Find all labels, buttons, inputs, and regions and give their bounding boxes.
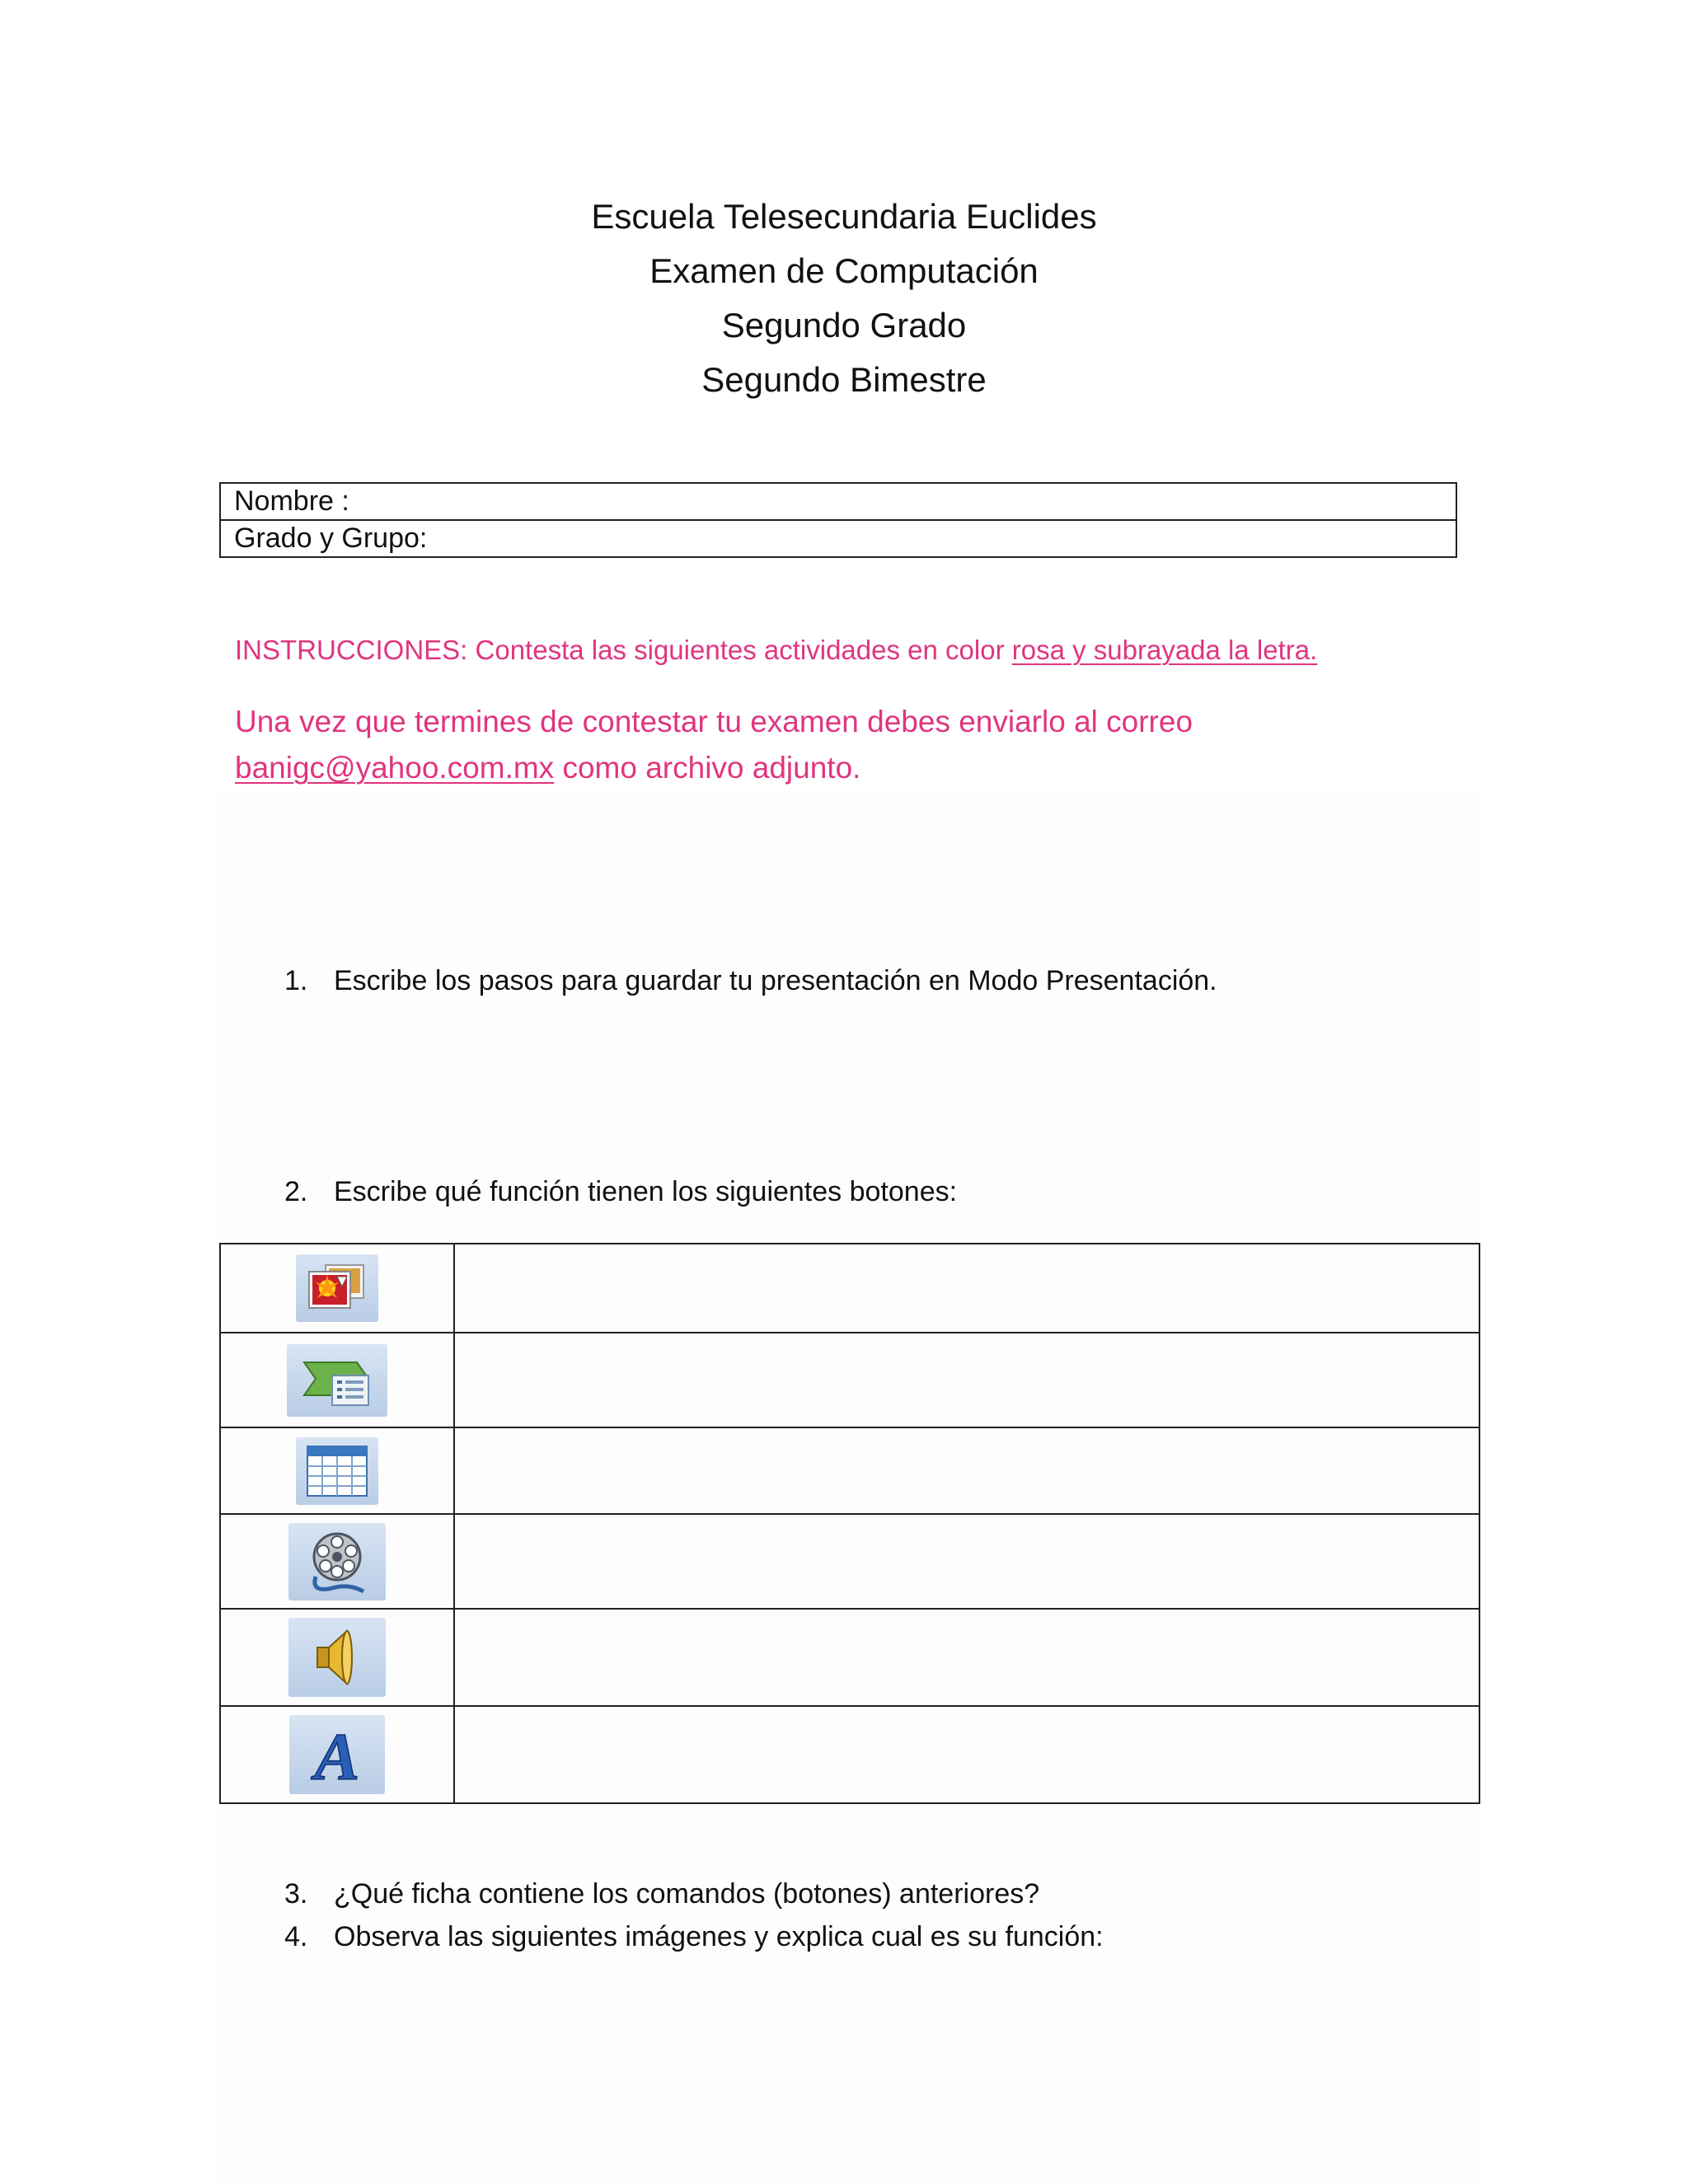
group-row [220,520,1456,557]
answer-cell[interactable] [454,1333,1479,1427]
buttons-table [219,1243,1480,1804]
instructions-prefix: INSTRUCCIONES: Contesta las siguientes actividades en color [235,635,1012,665]
question-number: 1. [284,965,308,996]
wordart-icon [289,1715,385,1794]
svg-text:A: A [314,1720,360,1789]
icon-cell [220,1514,454,1609]
note-text: Una vez que termines de contestar tu examen debes enviarlo al correo [235,705,1193,738]
group-field[interactable]: Grado y Grupo: [220,520,1456,557]
smartart-icon [287,1344,387,1417]
table-row [220,1514,1479,1609]
answer-cell[interactable] [454,1609,1479,1706]
answer-cell[interactable] [454,1514,1479,1609]
table-row [220,1244,1479,1333]
answer-cell[interactable] [454,1244,1479,1333]
name-row [220,483,1456,520]
table-row [220,1333,1479,1427]
picture-icon [296,1254,378,1322]
note-text-end: como archivo adjunto. [554,751,861,785]
question-text: Escribe los pasos para guardar tu presentación en Modo Presentación. [334,965,1217,996]
question-number: 4. [284,1921,308,1952]
question-text: Escribe qué función tienen los siguientes botones: [334,1176,958,1207]
exam-title: Examen de Computación [649,251,1039,290]
school-name: Escuela Telesecundaria Euclides [591,197,1097,236]
icon-cell [220,1706,454,1803]
table-row [220,1706,1479,1803]
question-2 [284,1173,957,1211]
name-field[interactable]: Nombre : [220,483,1456,520]
question-text: Observa las siguientes imágenes y explica cual es su función: [334,1921,1104,1952]
icon-cell [220,1609,454,1706]
question-number: 3. [284,1878,308,1910]
grade-title: Segundo Grado [721,306,967,344]
question-1 [284,962,1217,1000]
document-header [0,190,1688,407]
question-number: 2. [284,1176,308,1207]
icon-cell [220,1244,454,1333]
sound-icon [288,1618,386,1697]
instructions [235,631,1317,669]
email-link[interactable]: banigc@yahoo.com.mx [235,751,555,785]
submission-note [235,699,1306,791]
movie-icon [288,1523,386,1601]
answer-cell[interactable] [454,1427,1479,1514]
icon-cell [220,1333,454,1427]
student-info-table [219,482,1457,558]
icon-cell [220,1427,454,1514]
table-row [220,1609,1479,1706]
question-3 [284,1875,1039,1913]
question-4 [284,1918,1104,1956]
period-title: Segundo Bimestre [701,360,987,399]
table-row [220,1427,1479,1514]
instructions-underlined: rosa y subrayada la letra. [1011,635,1318,665]
answer-cell[interactable] [454,1706,1479,1803]
table-icon [296,1437,378,1505]
question-text: ¿Qué ficha contiene los comandos (botones) anteriores? [334,1878,1040,1910]
